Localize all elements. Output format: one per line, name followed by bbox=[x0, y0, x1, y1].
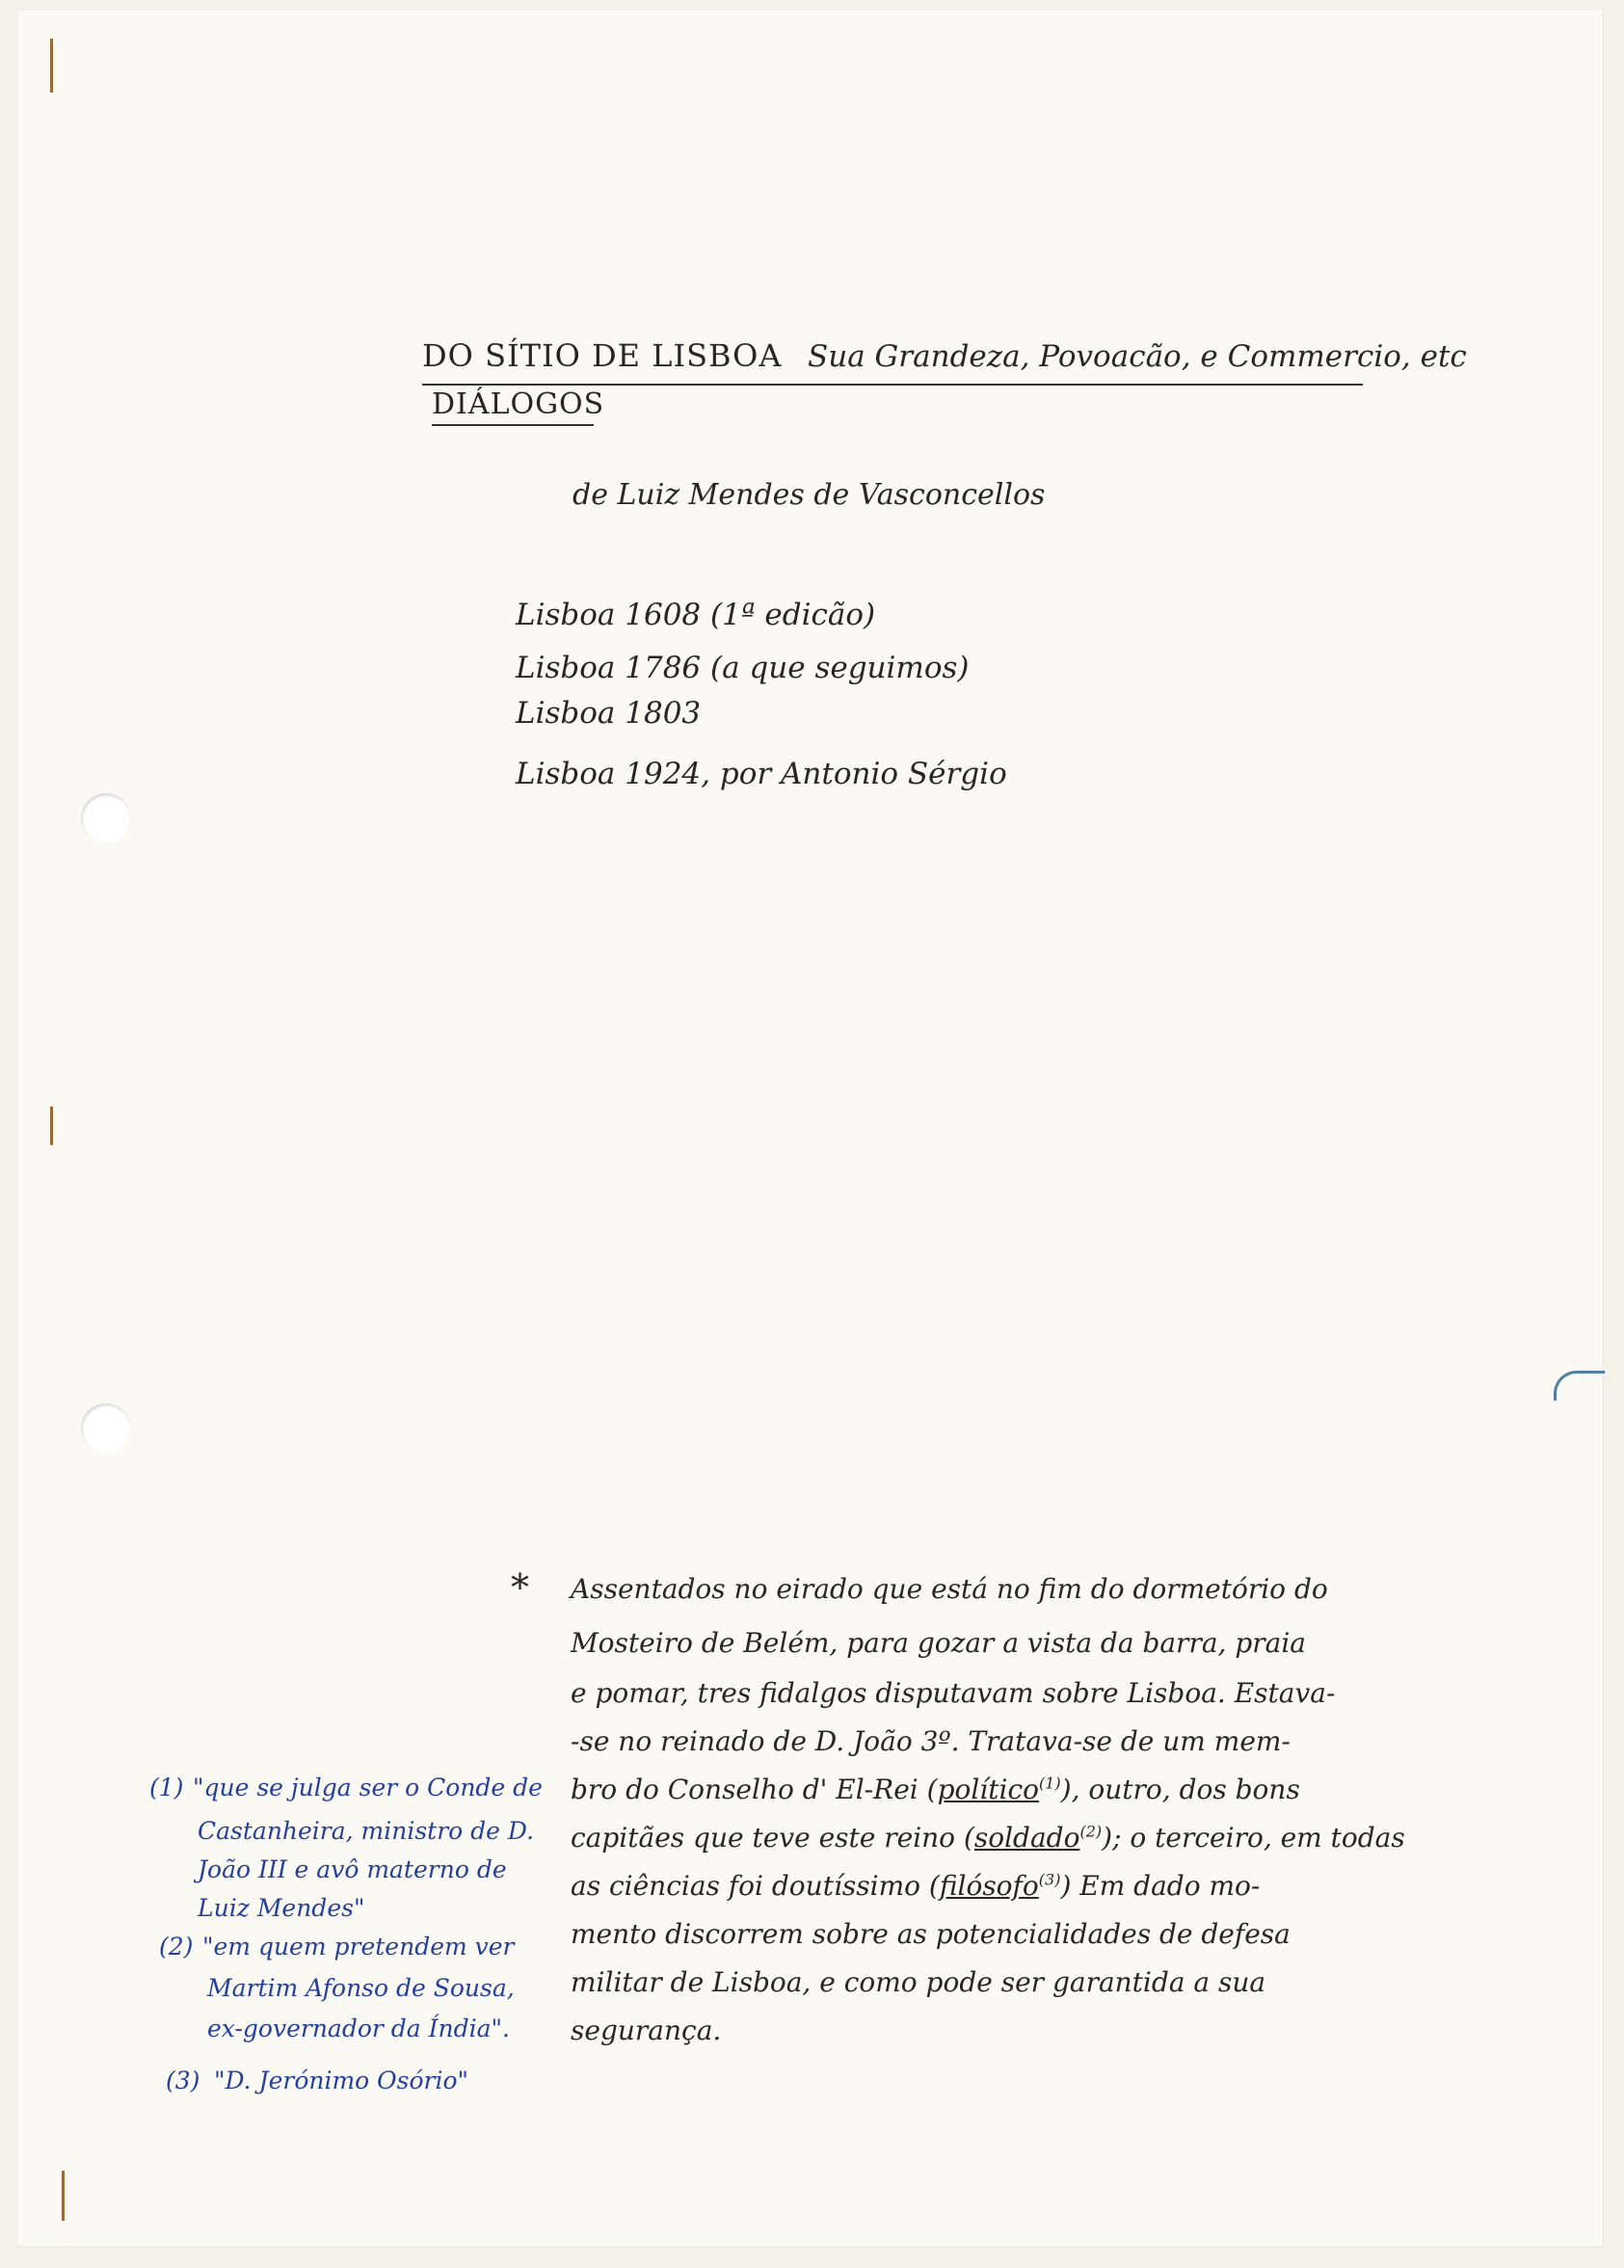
footnote-1-line-2: Castanheira, ministro de D. bbox=[198, 1817, 535, 1845]
word-politico: político bbox=[937, 1774, 1039, 1805]
summary-line-7-start: as ciências foi doutíssimo ( bbox=[571, 1870, 940, 1902]
punch-hole-bottom bbox=[81, 1403, 131, 1454]
footnote-1-line-3: João III e avô materno de bbox=[198, 1855, 507, 1883]
summary-line-6-end: ); o terceiro, em todas bbox=[1102, 1822, 1405, 1854]
footnote-1-line-4: Luiz Mendes" bbox=[198, 1894, 365, 1922]
summary-line-6-start: capitães que teve este reino ( bbox=[571, 1822, 974, 1854]
summary-line-5-start: bro do Conselho d' El-Rei ( bbox=[571, 1774, 938, 1805]
summary-line-4: -se no reinado de D. João 3º. Tratava-se de um mem- bbox=[571, 1725, 1291, 1757]
footnote-2-line-3: ex-governador da Índia". bbox=[207, 2015, 510, 2042]
asterisk-mark: * bbox=[511, 1566, 529, 1609]
summary-line-1: Assentados no eirado que está no fim do dormetório do bbox=[571, 1573, 1328, 1605]
title-underline bbox=[422, 384, 1363, 386]
footnote-3-line-1: "D. Jerónimo Osório" bbox=[214, 2067, 469, 2095]
summary-line-7 bbox=[571, 1870, 1260, 1902]
edition-1: Lisboa 1608 (1ª edicão) bbox=[516, 598, 876, 632]
footnote-1-line-1: "que se julga ser o Conde de bbox=[193, 1774, 543, 1801]
summary-line-5 bbox=[571, 1774, 1300, 1805]
footnote-3-mark: (3) bbox=[166, 2067, 200, 2095]
edition-4: Lisboa 1924, por Antonio Sérgio bbox=[516, 757, 1007, 791]
author-line: de Luiz Mendes de Vasconcellos bbox=[572, 478, 1046, 512]
staple-mark-top bbox=[50, 39, 53, 93]
subtitle-underline bbox=[432, 424, 594, 426]
summary-line-10: segurança. bbox=[571, 2015, 722, 2046]
staple-mark-bottom bbox=[62, 2171, 65, 2221]
summary-line-6 bbox=[571, 1822, 1405, 1854]
footnote-ref-1: (1) bbox=[1039, 1774, 1061, 1793]
summary-line-2: Mosteiro de Belém, para gozar a vista da barra, praia bbox=[571, 1627, 1306, 1659]
summary-line-7-end: ) Em dado mo- bbox=[1060, 1870, 1261, 1902]
footnote-ref-2: (2) bbox=[1079, 1822, 1103, 1841]
summary-line-3: e pomar, tres fidalgos disputavam sobre Lisboa. Estava- bbox=[571, 1677, 1336, 1709]
summary-line-5-end: ), outro, dos bons bbox=[1060, 1774, 1300, 1805]
edition-3: Lisboa 1803 bbox=[516, 696, 702, 731]
footnote-ref-3: (3) bbox=[1038, 1870, 1061, 1889]
punch-hole-top bbox=[81, 793, 131, 843]
staple-mark-middle bbox=[50, 1107, 53, 1145]
edition-2: Lisboa 1786 (a que seguimos) bbox=[516, 651, 970, 685]
summary-line-8: mento discorrem sobre as potencialidades de defesa bbox=[571, 1918, 1291, 1950]
footnote-2-line-1: "em quem pretendem ver bbox=[202, 1933, 515, 1961]
word-soldado: soldado bbox=[973, 1822, 1080, 1854]
footnote-2-mark: (2) bbox=[159, 1933, 194, 1961]
page-curl-mark bbox=[1554, 1371, 1605, 1401]
document-title-subtitle: Sua Grandeza, Povoacão, e Commercio, etc bbox=[808, 339, 1467, 374]
summary-line-9: militar de Lisboa, e como pode ser garantida a sua bbox=[571, 1966, 1266, 1998]
footnote-2-line-2: Martim Afonso de Sousa, bbox=[207, 1974, 515, 2002]
footnote-1-mark: (1) bbox=[149, 1774, 184, 1801]
document-title: DO SÍTIO DE LISBOA bbox=[422, 337, 783, 374]
document-subtitle: DIÁLOGOS bbox=[432, 387, 605, 421]
word-filosofo: filósofo bbox=[939, 1870, 1039, 1902]
